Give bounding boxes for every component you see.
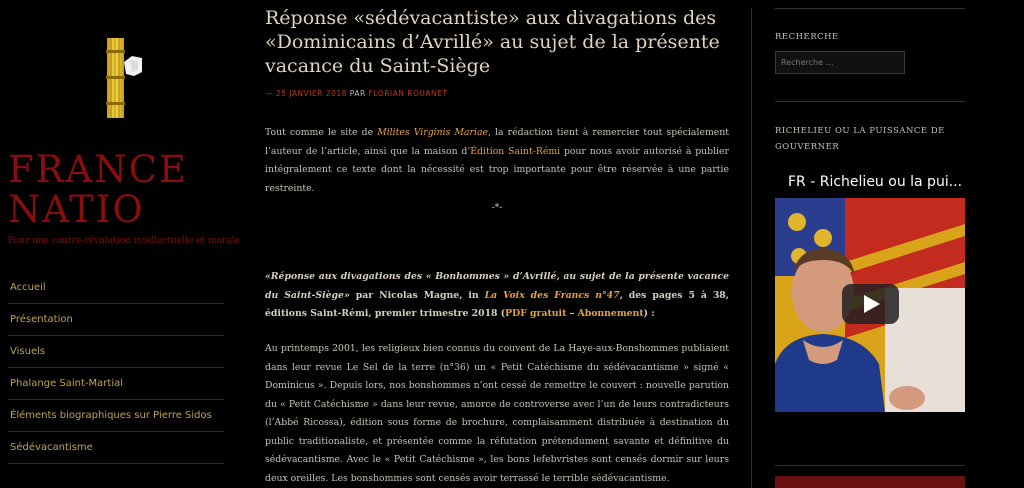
sidebar-divider: [775, 8, 965, 9]
menu-item-presentation[interactable]: Présentation: [8, 304, 224, 336]
play-button-icon[interactable]: [842, 284, 899, 324]
post-date[interactable]: — 25 JANVIER 2018: [265, 89, 347, 98]
site-title[interactable]: [8, 150, 188, 230]
reference-paragraph: [265, 268, 729, 324]
reference-text-4: ) :: [643, 308, 655, 319]
reference-text-3: –: [566, 308, 578, 319]
link-abonnement[interactable]: Abonnement: [577, 308, 644, 319]
left-sidebar: [0, 0, 240, 488]
post-author[interactable]: FLORIAN ROUANET: [368, 89, 448, 98]
menu-item-phalange-saint-martial[interactable]: Phalange Saint-Martial: [8, 368, 224, 400]
reference-text-1: par Nicolas Magne, in: [349, 289, 485, 301]
section-separator: -*-: [491, 203, 503, 213]
menu-item-elements-biographiques[interactable]: Éléments biographiques sur Pierre Sidos: [8, 400, 224, 432]
site-tagline: Pour une contre-révolution intellectuelle et morale: [8, 236, 240, 246]
reference-title: «Réponse aux divagations des « Bonhommes » d’Avrillé, au sujet de la présente vacance du Saint-Siège»: [265, 271, 729, 301]
intro-paragraph: [265, 124, 729, 198]
search-widget-title: RECHERCHE: [775, 32, 839, 42]
post-meta: [265, 89, 729, 98]
link-voix-des-francs[interactable]: La Voix des Francs n°47: [484, 289, 620, 301]
body-paragraph: Au printemps 2001, les religieux bien connus du couvent de La Haye-aux-Bonshommes publiaient dans leur revue Le Sel de la terre (n°36) un « Petit Catéchisme du sédévacantisme » signé « Dominicus ». Depuis lors, nos bonshommes n’ont cessé de remettre le couvert : nouvelle parution du « Petit Catéchisme » dans leur revue, amorce de controverse avec l’un de leurs contradicteurs (l’Abbé Ricossa), édition sous forme de brochure, complaisamment distribuée à destination du public traditionaliste, et présentée comme la réfutation prétendument savante et définitive du sédévacantisme. Avec le « Petit Catéchisme », les bons lefebvristes sont censés dormir sur leurs deux oreilles. Les bonshommes sont censés avoir terrassé le terrible sédévacantisme.: [265, 343, 729, 484]
intro-text-2: , la rédaction tient à remercier tout spécialement l’auteur de l’article, ainsi que la maison d’: [265, 127, 729, 157]
post-by: PAR: [349, 89, 366, 98]
video-embed[interactable]: [775, 164, 965, 412]
site-title-line1: FRANCE: [8, 148, 188, 191]
menu-item-accueil[interactable]: Accueil: [8, 272, 224, 304]
link-pdf-gratuit[interactable]: PDF gratuit: [505, 308, 567, 319]
site-title-line2: NATIO: [8, 188, 145, 231]
sidebar-divider: [775, 465, 965, 466]
sidebar-divider: [775, 101, 965, 102]
menu-item-visuels[interactable]: Visuels: [8, 336, 224, 368]
link-edition-saint-remi[interactable]: Édition Saint-Rémi: [470, 145, 561, 157]
intro-text-3: pour nous avoir autorisé à publier intégralement ce texte dont la nécessité est trop importante pour être réservée à une partie restreinte.: [265, 145, 729, 194]
intro-text-1: Tout comme le site de: [265, 127, 378, 138]
main-menu: [8, 272, 224, 464]
next-widget-banner: [775, 476, 965, 488]
search-input[interactable]: [775, 51, 905, 74]
reference-text-2: , des pages 5 à 38, éditions Saint-Rémi, premier trimestre 2018 (: [265, 289, 729, 319]
article: [265, 6, 729, 484]
video-title[interactable]: FR - Richelieu ou la pui...: [788, 174, 963, 190]
column-divider: [751, 8, 752, 488]
fasces-logo-icon[interactable]: [104, 36, 144, 120]
post-title[interactable]: Réponse «sédévacantiste» aux divagations des «Dominicains d’Avrillé» au sujet de la présente vacance du Saint-Siège: [265, 7, 720, 77]
menu-item-sedevacantisme[interactable]: Sédévacantisme: [8, 432, 224, 464]
video-widget-title: RICHELIEU OU LA PUISSANCE DE GOUVERNER: [775, 126, 945, 152]
link-milites-virginis-mariae[interactable]: Milites Virginis Mariae: [377, 127, 488, 138]
